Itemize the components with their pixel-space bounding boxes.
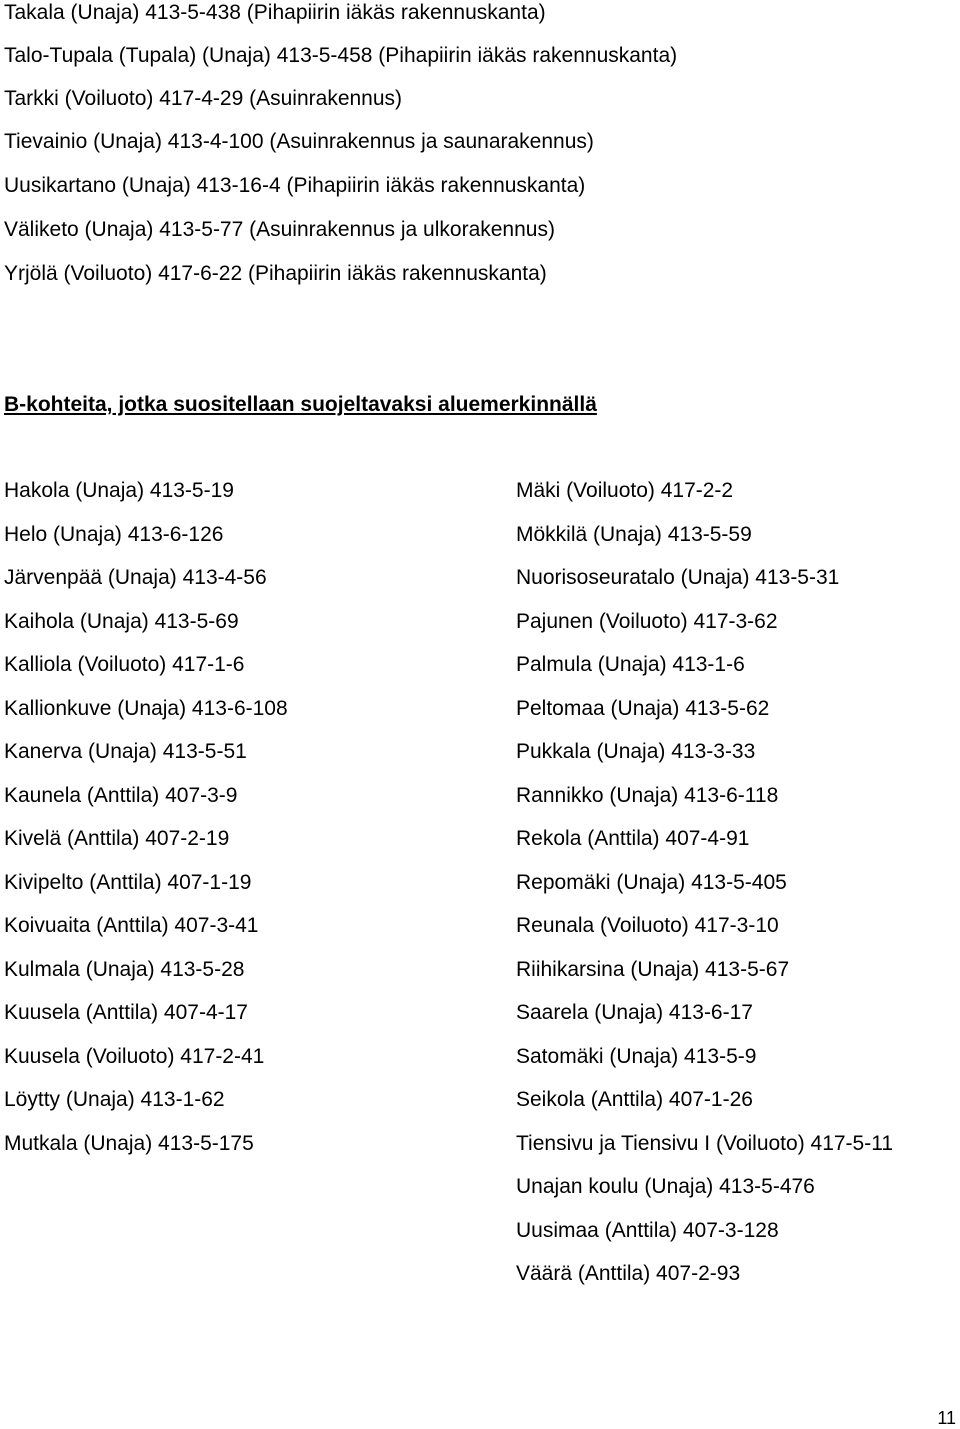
list-item: Kallionkuve (Unaja) 413-6-108: [4, 696, 288, 720]
list-item: Takala (Unaja) 413-5-438 (Pihapiirin iäkäs rakennuskanta): [4, 1, 546, 24]
list-item: Talo-Tupala (Tupala) (Unaja) 413-5-458 (Pihapiirin iäkäs rakennuskanta): [4, 44, 678, 67]
list-item: Helo (Unaja) 413-6-126: [4, 522, 224, 546]
list-item: Kulmala (Unaja) 413-5-28: [4, 957, 245, 981]
list-item: Rekola (Anttila) 407-4-91: [516, 827, 750, 850]
list-item: Tarkki (Voiluoto) 417-4-29 (Asuinrakennus): [4, 87, 403, 110]
list-item: Kuusela (Anttila) 407-4-17: [4, 1001, 248, 1024]
list-item: Yrjölä (Voiluoto) 417-6-22 (Pihapiirin iäkäs rakennuskanta): [4, 262, 547, 285]
list-item: Kivipelto (Anttila) 407-1-19: [4, 870, 252, 894]
left-column: [4, 478, 288, 1174]
list-item: Mökkilä (Unaja) 413-5-59: [516, 522, 752, 546]
list-item: Pukkala (Unaja) 413-3-33: [516, 740, 756, 763]
list-item: Tievainio (Unaja) 413-4-100 (Asuinrakennus ja saunarakennus): [4, 130, 594, 153]
page-number: 11: [937, 1408, 956, 1428]
right-column: [516, 478, 893, 1305]
list-item: Nuorisoseuratalo (Unaja) 413-5-31: [516, 566, 840, 589]
list-item: Palmula (Unaja) 413-1-6: [516, 653, 745, 676]
list-item: Mäki (Voiluoto) 417-2-2: [516, 479, 734, 502]
list-item: Seikola (Anttila) 407-1-26: [516, 1088, 753, 1111]
list-item: Reunala (Voiluoto) 417-3-10: [516, 914, 779, 937]
list-item: Koivuaita (Anttila) 407-3-41: [4, 914, 259, 937]
list-item: Kaunela (Anttila) 407-3-9: [4, 783, 238, 807]
list-item: Repomäki (Unaja) 413-5-405: [516, 870, 787, 894]
list-item: Löytty (Unaja) 413-1-62: [4, 1088, 225, 1111]
list-item: Kaihola (Unaja) 413-5-69: [4, 609, 239, 633]
list-item: Saarela (Unaja) 413-6-17: [516, 1001, 753, 1024]
list-item: Peltomaa (Unaja) 413-5-62: [516, 696, 770, 720]
list-item: Mutkala (Unaja) 413-5-175: [4, 1131, 254, 1155]
list-item: Kivelä (Anttila) 407-2-19: [4, 827, 230, 850]
list-item: Unajan koulu (Unaja) 413-5-476: [516, 1175, 815, 1198]
list-item: Satomäki (Unaja) 413-5-9: [516, 1044, 757, 1068]
list-item: Kalliola (Voiluoto) 417-1-6: [4, 653, 245, 676]
list-item: Väliketo (Unaja) 413-5-77 (Asuinrakennus ja ulkorakennus): [4, 218, 555, 241]
list-item: Uusikartano (Unaja) 413-16-4 (Pihapiirin iäkäs rakennuskanta): [4, 174, 586, 197]
list-item: Pajunen (Voiluoto) 417-3-62: [516, 609, 778, 633]
list-item: Kanerva (Unaja) 413-5-51: [4, 740, 247, 763]
list-item: Väärä (Anttila) 407-2-93: [516, 1262, 741, 1285]
list-item: Hakola (Unaja) 413-5-19: [4, 479, 234, 502]
list-item: Uusimaa (Anttila) 407-3-128: [516, 1218, 779, 1242]
section-heading: B-kohteita, jotka suositellaan suojeltavaksi aluemerkinnällä: [4, 393, 597, 416]
list-item: Kuusela (Voiluoto) 417-2-41: [4, 1044, 265, 1068]
list-item: Rannikko (Unaja) 413-6-118: [516, 783, 779, 807]
list-item: Tiensivu ja Tiensivu I (Voiluoto) 417-5-11: [516, 1131, 894, 1155]
list-item: Järvenpää (Unaja) 413-4-56: [4, 566, 267, 589]
list-item: Riihikarsina (Unaja) 413-5-67: [516, 957, 790, 981]
